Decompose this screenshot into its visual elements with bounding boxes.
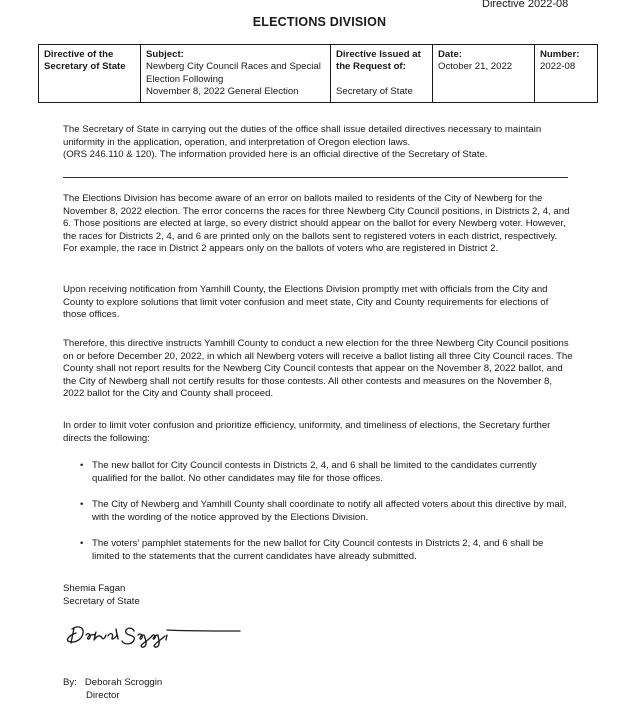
directive-of-label-2: Secretary of State [44, 61, 126, 73]
intro-line-1: The Secretary of State in carrying out the duties of the office shall issue detailed directives necessary to maintain [63, 124, 542, 135]
date-label: Date: [438, 49, 462, 60]
list-item [63, 499, 573, 524]
intro-line-2: uniformity in the application, operation, and interpretation of Oregon election laws. [63, 136, 411, 148]
bullet-icon: • [80, 499, 84, 511]
directive-info-table [38, 44, 598, 103]
intro-line-3: (ORS 246.110 & 120). The information provided here is an official directive of the Secretary of State. [63, 149, 488, 161]
issued-cell [331, 45, 433, 103]
by-line [63, 677, 162, 690]
intro-text [63, 124, 578, 162]
by-title: Director [86, 690, 120, 701]
number-cell [535, 45, 598, 103]
date-cell [433, 45, 535, 103]
directive-bullet-list [63, 460, 573, 578]
subject-label: Subject: [146, 49, 184, 60]
signatory-office: Secretary of State [63, 596, 140, 607]
page-title: ELECTIONS DIVISION [252, 15, 387, 29]
directive-of-label-1: Directive of the [44, 49, 114, 60]
issued-label-2: the Request of: [336, 61, 406, 73]
subject-line-1: Newberg City Council Races and Special [146, 61, 321, 73]
paragraph-notification: Upon receiving notification from Yamhill County, the Elections Division promptly met with officials from the City and County to explore solutions that limit voter confusion and meet state, City and County requirements for elections of those offices. [63, 284, 549, 321]
subject-line-3: November 8, 2022 General Election [146, 86, 299, 98]
paragraph-error: The Elections Division has become aware of an error on ballots mailed to residents of the City of Newberg for the November 8, 2022 election. The error concerns the races for three Newberg City Council positions, in Districts 2, 4, and 6. Those positions are elected at large, so every district should appear on the ballot for every Newberg voter. However, the races for Districts 2, 4, and 6 are printed only on the ballots sent to registered voters in each district, respectively. For example, the race in District 2 appears only on the ballots of voters who are registered in District 2. [63, 193, 570, 255]
number-label: Number: [540, 49, 580, 60]
bullet-text: The voters' pamphlet statements for the new ballot for City Council contests in Districts 2, 4, and 6 shall be limited to the statements that the current candidates have already submitted. [92, 538, 544, 562]
subject-cell [141, 45, 331, 103]
signatory-name: Shemia Fagan [63, 583, 126, 594]
issued-label-1: Directive Issued at [336, 49, 421, 60]
directive-number-header: Directive 2022-08 [482, 0, 569, 10]
date-value: October 21, 2022 [438, 61, 513, 73]
divider [63, 177, 568, 178]
paragraph-new-election: Therefore, this directive instructs Yamhill County to conduct a new election for the three Newberg City Council positions on or before December 20, 2022, in which all Newberg voters will receive a ballot listing all three City Council races. The County shall not report results for the Newberg City Council contests that appear on the November 8, 2022 ballot, and the City of Newberg shall not certify results for those contests. All other contests and measures on the November 8, 2022 ballot for the City and County shall proceed. [63, 338, 573, 400]
list-item [63, 460, 573, 485]
by-name: Deborah Scroggin [84, 677, 163, 688]
issued-value: Secretary of State [336, 86, 413, 98]
handwritten-signature-icon [64, 619, 244, 651]
bullet-text: The City of Newberg and Yamhill County shall coordinate to notify all affected voters about this directive by mail, with the wording of the notice approved by the Elections Division. [92, 499, 567, 523]
subject-line-2: Election Following [146, 73, 224, 85]
bullet-icon: • [80, 538, 84, 550]
directive-of-cell [39, 45, 141, 103]
bullet-text: The new ballot for City Council contests in Districts 2, 4, and 6 shall be limited to the candidates currently qualified for the ballot. No other candidates may file for those offices. [92, 460, 537, 484]
paragraph-further-directs: In order to limit voter confusion and prioritize efficiency, uniformity, and timeliness of elections, the Secretary further directs the following: [63, 420, 551, 444]
bullet-icon: • [80, 460, 84, 471]
list-item [63, 538, 573, 563]
by-label: By: [63, 677, 77, 688]
number-value: 2022-08 [540, 61, 576, 73]
